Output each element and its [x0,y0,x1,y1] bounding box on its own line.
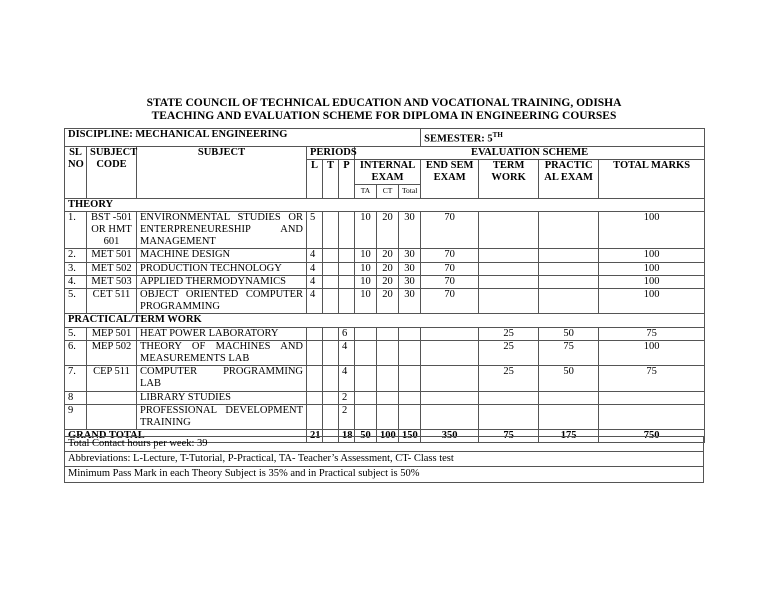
cell: 150 [399,430,421,443]
cell [399,391,421,404]
cell: COMPUTER PROGRAMMING LAB [137,366,307,391]
cell: 50 [539,327,599,340]
cell [599,391,705,404]
cell [339,275,355,288]
table-row [65,275,705,288]
cell [377,391,399,404]
cell [307,391,323,404]
cell [479,262,539,275]
cell: LIBRARY STUDIES [137,391,307,404]
cell: 9 [65,404,87,429]
cell [399,404,421,429]
cell [539,275,599,288]
cell [323,327,339,340]
cell: 6. [65,340,87,365]
cell: MET 503 [87,275,137,288]
cell: L [307,159,323,198]
cell [399,327,421,340]
cell: 6 [339,327,355,340]
cell [539,262,599,275]
cell: 750 [599,430,705,443]
cell: 5 [307,211,323,249]
document-title [0,97,768,123]
cell: CET 511 [87,288,137,313]
cell [323,404,339,429]
cell [539,391,599,404]
title-line-1: STATE COUNCIL OF TECHNICAL EDUCATION AND VOCATIONAL TRAINING, ODISHA [146,97,622,109]
cell: 50 [355,430,377,443]
cell: 3. [65,262,87,275]
cell: TERM WORK [479,159,539,198]
table-row [65,404,705,429]
cell [339,262,355,275]
cell: 4 [339,340,355,365]
table-row [65,340,705,365]
cell: 70 [421,211,479,249]
cell [323,288,339,313]
cell: PRACTIC AL EXAM [539,159,599,198]
cell [307,404,323,429]
cell: 50 [539,366,599,391]
cell: P [339,159,355,198]
scheme-table [64,128,705,443]
cell: 4 [339,366,355,391]
cell: THEORY OF MACHINES AND MEASUREMENTS LAB [137,340,307,365]
cell: GRAND TOTAL [65,430,307,443]
cell: CEP 511 [87,366,137,391]
cell: 4. [65,275,87,288]
cell [323,340,339,365]
cell [539,404,599,429]
cell: 20 [377,262,399,275]
cell [377,327,399,340]
cell: SUBJECT [137,146,307,198]
cell: 175 [539,430,599,443]
cell: INTERNAL EXAM [355,159,421,184]
cell [479,249,539,262]
cell [377,404,399,429]
cell: 10 [355,211,377,249]
cell: 2. [65,249,87,262]
cell: 100 [599,211,705,249]
cell [421,340,479,365]
cell: MEP 501 [87,327,137,340]
cell [339,288,355,313]
cell [323,249,339,262]
discipline: DISCIPLINE: MECHANICAL ENGINEERING [65,129,421,147]
cell: BST -501 OR HMT 601 [87,211,137,249]
cell: Total [399,185,421,198]
cell: MET 501 [87,249,137,262]
cell: APPLIED THERMODYNAMICS [137,275,307,288]
cell [399,366,421,391]
cell: 7. [65,366,87,391]
cell: 100 [599,288,705,313]
cell: 4 [307,249,323,262]
cell [599,404,705,429]
table-row [65,327,705,340]
cell [323,262,339,275]
cell [399,340,421,365]
cell: HEAT POWER LABORATORY [137,327,307,340]
cell: 25 [479,340,539,365]
cell: EVALUATION SCHEME [355,146,705,159]
cell: PRODUCTION TECHNOLOGY [137,262,307,275]
cell: 10 [355,249,377,262]
cell: 8 [65,391,87,404]
cell [339,211,355,249]
cell [355,404,377,429]
cell: 20 [377,275,399,288]
cell [421,404,479,429]
table-row [65,211,705,249]
cell [377,340,399,365]
cell: 21 [307,430,323,443]
cell: 4 [307,275,323,288]
cell [87,391,137,404]
cell: SUBJECT CODE [87,146,137,198]
cell: 20 [377,249,399,262]
cell [307,366,323,391]
cell [479,288,539,313]
cell: 10 [355,275,377,288]
table-row [65,391,705,404]
cell: 20 [377,211,399,249]
cell [421,327,479,340]
cell: MEP 502 [87,340,137,365]
cell: PROFESSIONAL DEVELOPMENT TRAINING [137,404,307,429]
cell: CT [377,185,399,198]
cell [307,327,323,340]
cell: TA [355,185,377,198]
cell [87,404,137,429]
cell: 70 [421,275,479,288]
cell [479,404,539,429]
cell [377,366,399,391]
cell [479,211,539,249]
note-contact-hours: Total Contact hours per week: 39 [65,437,704,452]
cell: 75 [599,327,705,340]
cell: 30 [399,288,421,313]
table-row [65,249,705,262]
cell [323,366,339,391]
cell [355,340,377,365]
cell: 75 [599,366,705,391]
cell [479,275,539,288]
cell: 10 [355,288,377,313]
cell: 30 [399,262,421,275]
cell: 4 [307,288,323,313]
note-pass-mark: Minimum Pass Mark in each Theory Subject is 35% and in Practical subject is 50% [65,467,704,482]
section-theory: THEORY [65,198,705,211]
cell: 2 [339,391,355,404]
note-abbreviations: Abbreviations: L-Lecture, T-Tutorial, P-Practical, TA- Teacher’s Assessment, CT- Class test [65,452,704,467]
cell: OBJECT ORIENTED COMPUTER PROGRAMMING [137,288,307,313]
title-line-2: TEACHING AND EVALUATION SCHEME FOR DIPLOMA IN ENGINEERING COURSES [151,110,617,122]
cell: MACHINE DESIGN [137,249,307,262]
cell: 2 [339,404,355,429]
table-row [65,366,705,391]
cell [323,391,339,404]
cell [539,211,599,249]
cell [539,288,599,313]
cell: 20 [377,288,399,313]
cell: 30 [399,275,421,288]
cell: 70 [421,249,479,262]
cell [421,391,479,404]
cell: 350 [421,430,479,443]
table-row [65,288,705,313]
cell [307,340,323,365]
cell [355,366,377,391]
cell: T [323,159,339,198]
cell: 10 [355,262,377,275]
cell: 100 [599,340,705,365]
cell: 25 [479,327,539,340]
cell [339,249,355,262]
cell: 70 [421,288,479,313]
cell: 75 [539,340,599,365]
cell [355,327,377,340]
cell [479,391,539,404]
cell: SL NO [65,146,87,198]
cell: 18 [339,430,355,443]
cell: 100 [599,275,705,288]
semester: SEMESTER: 5TH [421,129,705,147]
cell [323,211,339,249]
cell [539,249,599,262]
cell: MET 502 [87,262,137,275]
cell: 100 [599,249,705,262]
table-row [65,262,705,275]
cell: 30 [399,211,421,249]
cell: ENVIRONMENTAL STUDIES OR ENTERPRENEURESHIP AND MANAGEMENT [137,211,307,249]
cell [421,366,479,391]
cell: 25 [479,366,539,391]
cell: 1. [65,211,87,249]
cell: PERIODS [307,146,355,159]
cell: END SEM EXAM [421,159,479,198]
section-practical: PRACTICAL/TERM WORK [65,314,705,327]
cell [323,275,339,288]
cell: 5. [65,327,87,340]
cell: 75 [479,430,539,443]
cell: 30 [399,249,421,262]
cell: 100 [599,262,705,275]
cell: 5. [65,288,87,313]
cell: 4 [307,262,323,275]
cell: TOTAL MARKS [599,159,705,198]
cell [355,391,377,404]
notes-table [64,436,704,483]
cell: 100 [377,430,399,443]
cell: 70 [421,262,479,275]
